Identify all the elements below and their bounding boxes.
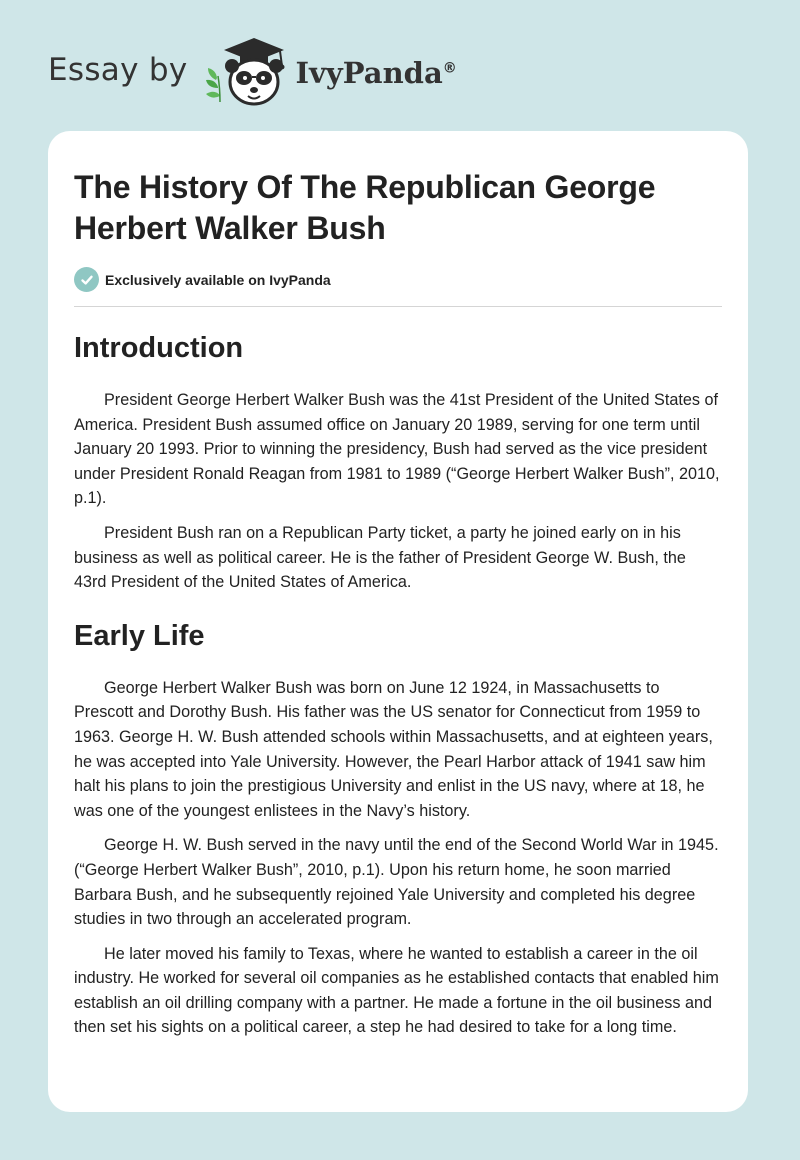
essay-card [48, 131, 748, 1112]
essay-title: The History Of The Republican George Herbert Walker Bush [74, 169, 656, 246]
section-heading-introduction: Introduction [74, 332, 244, 364]
paragraph: President George Herbert Walker Bush was the 41st President of the United States of America. President Bush assumed office on January 20 1989, serving for one term until January 20 1993. Prior to winning the presidency, Bush had served as the vice president under President Ronald Reagan from 1981 to 1989 (“George Herbert Walker Bush”, 2010, p.1). [74, 391, 720, 508]
exclusive-label: Exclusively available on IvyPanda [105, 271, 331, 288]
brand-header [48, 36, 457, 108]
ivypanda-brand-name: IvyPanda® [295, 56, 457, 90]
exclusive-badge [74, 267, 722, 292]
checkmark-icon [74, 267, 99, 292]
ivypanda-logo-icon [202, 36, 294, 108]
paragraph: George H. W. Bush served in the navy until the end of the Second World War in 1945. (“George Herbert Walker Bush”, 2010, p.1). Upon his return home, he soon married Barbara Bush, and he subsequently rejoined Yale University and completed his degree studies in two through an accelerated program. [74, 836, 719, 929]
title-divider [74, 306, 722, 307]
section-heading-early-life: Early Life [74, 619, 205, 652]
paragraph: President Bush ran on a Republican Party ticket, a party he joined early on in his business as well as political career. He is the father of President George W. Bush, the 43rd President of the United States of America. [74, 523, 686, 592]
paragraph: George Herbert Walker Bush was born on June 12 1924, in Massachusetts to Prescott and Dorothy Bush. His father was the US senator for Connecticut from 1959 to 1963. George H. W. Bush attended schools within Massachusetts, and at eighteen years, he was accepted into Yale University. However, the Pearl Harbor attack of 1941 saw him halt his plans to join the prestigious University and enlist in the US navy, where at 18, he was one of the youngest enlistees in the Navy’s history. [74, 678, 713, 820]
essay-by-label: Essay by [48, 52, 188, 88]
paragraph: He later moved his family to Texas, where he wanted to establish a career in the oil industry. He worked for several oil companies as he established contacts that enabled him establish an oil drilling company with a partner. He made a fortune in the oil business and then set his sights on a political career, a step he had desired to take for a long time. [74, 944, 719, 1037]
